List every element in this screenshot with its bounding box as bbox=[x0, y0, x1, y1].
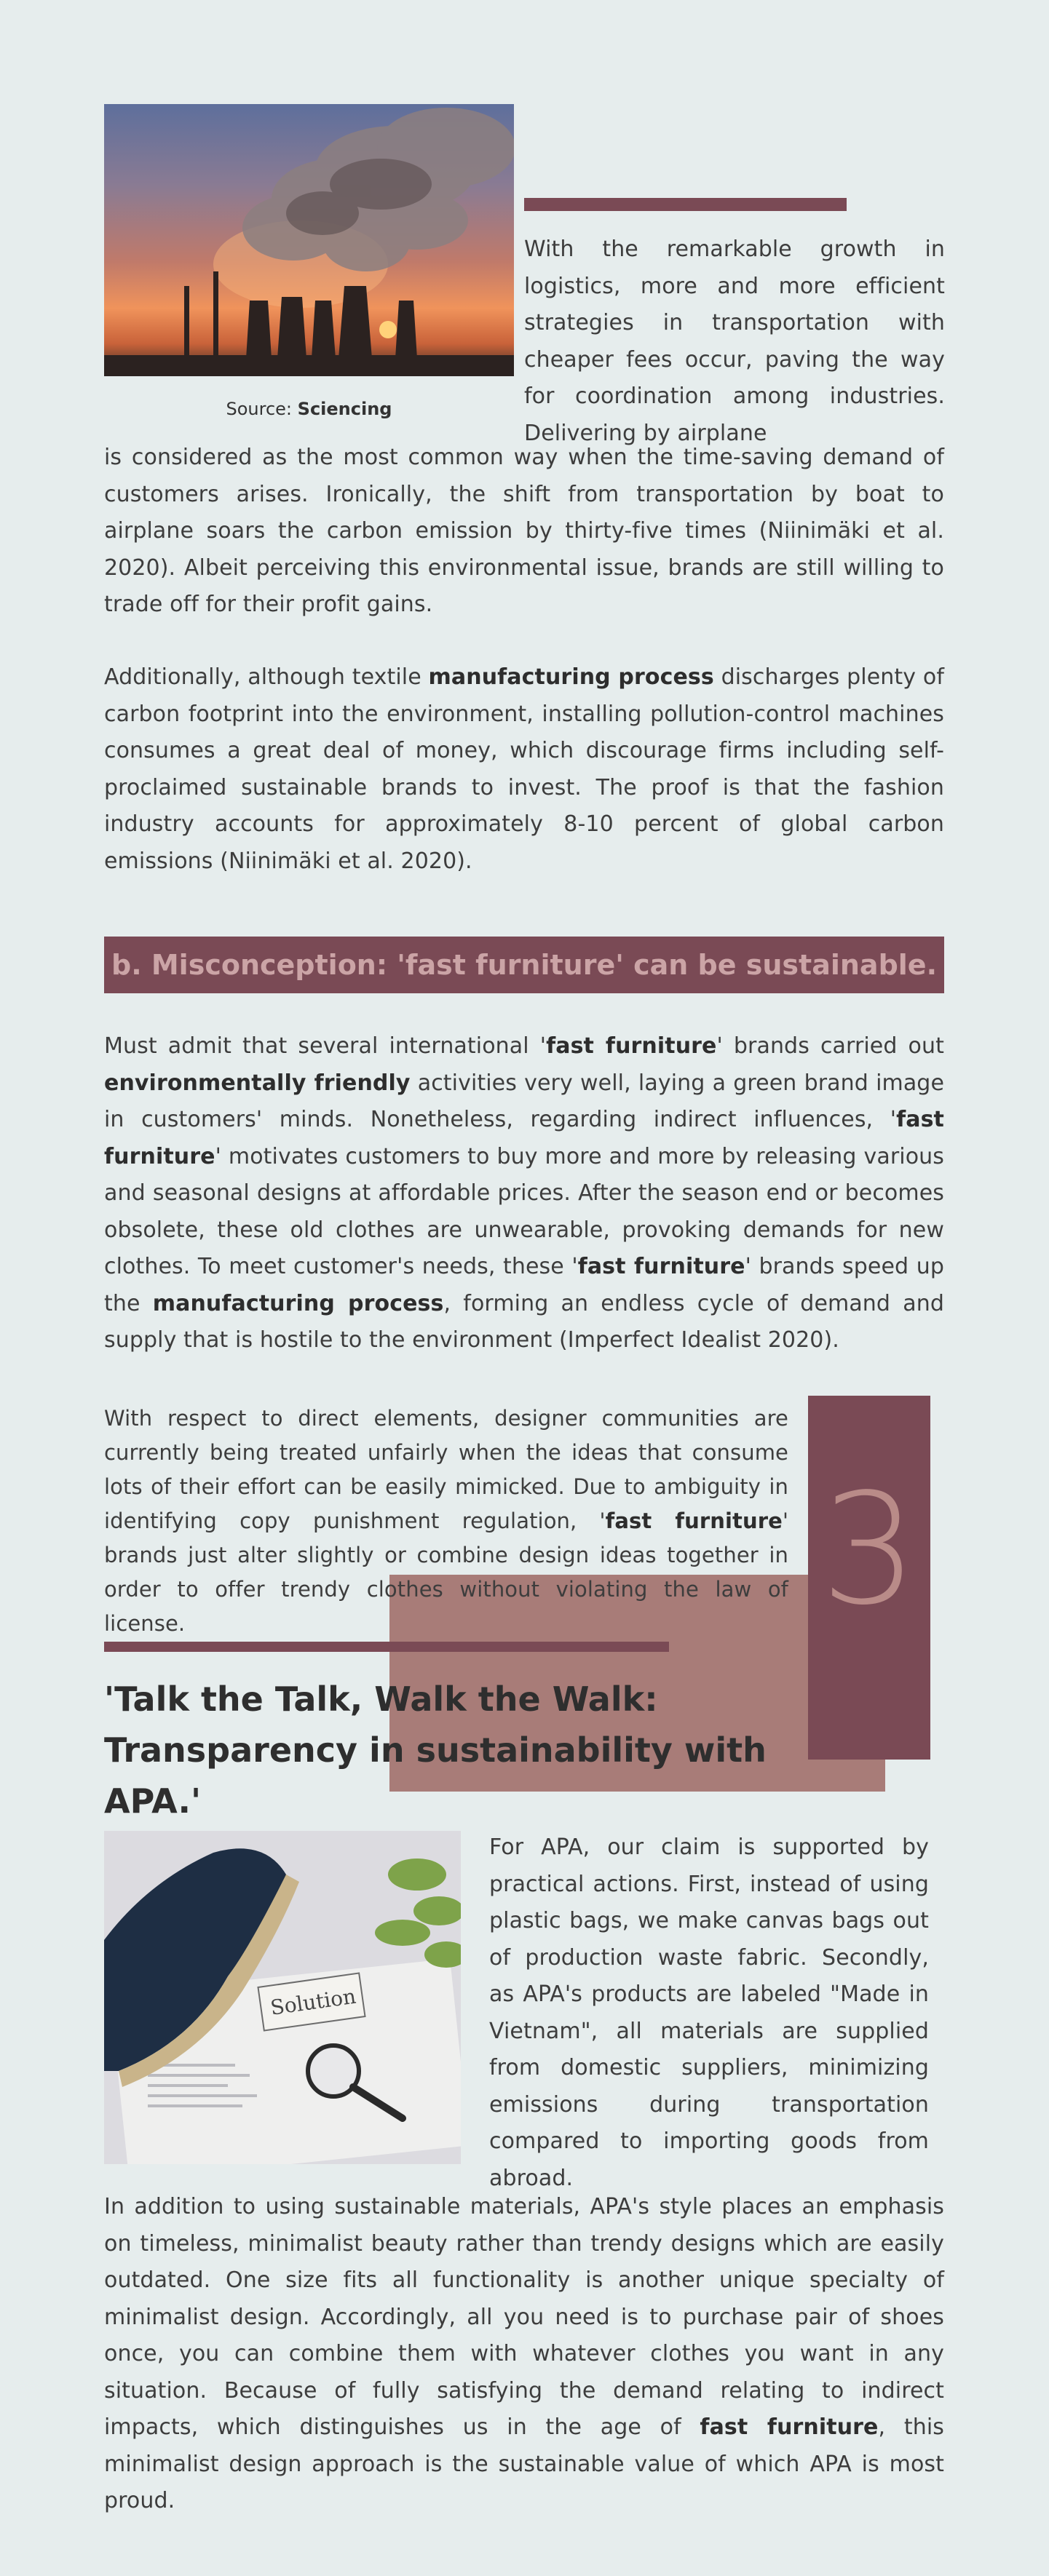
shoe-solution-photo bbox=[104, 1831, 461, 2164]
bold-run: fast furniture bbox=[605, 1508, 783, 1533]
section-3-number: 3 bbox=[820, 1460, 918, 1639]
misconception-paragraph bbox=[104, 1028, 944, 1359]
shoe-solution-illustration bbox=[104, 1831, 461, 2164]
photo-caption bbox=[104, 399, 514, 419]
bold-run: fast furniture bbox=[577, 1254, 745, 1279]
decorative-bar bbox=[104, 1642, 669, 1652]
text-run: discharges plenty of carbon footprint into the environment, installing pollution-control machines consumes a great deal of money, which discourage firms including self-proclaimed sustainable brands to invest. The proof is that the fashion industry accounts for approximately 8-10 percent of global carbon emissions (Niinimäki et al. 2020). bbox=[104, 664, 944, 874]
text-run: , forming an endless cycle of demand and supply that is hostile to the environment (Imperfect Idealist 2020). bbox=[104, 1290, 944, 1353]
bold-run: manufacturing process bbox=[152, 1290, 444, 1316]
bold-run: fast furniture bbox=[546, 1033, 717, 1059]
intro-right-paragraph: With the remarkable growth in logistics, more and more efficient strategies in transportation with cheaper fees occur, paving the way for coordination among industries. Delivering by airplane bbox=[524, 236, 945, 446]
text-run: Must admit that several international ' bbox=[104, 1033, 547, 1059]
bold-run: fast furniture bbox=[700, 2414, 879, 2440]
manufacturing-paragraph bbox=[104, 659, 944, 880]
talk-walk-title bbox=[104, 1674, 832, 1826]
designer-paragraph bbox=[104, 1402, 788, 1641]
text-run: activities very well, laying a green brand image in customers' minds. Nonetheless, regarding indirect influences, ' bbox=[104, 1070, 945, 1132]
apa-style-paragraph bbox=[104, 2189, 944, 2520]
text-run: , this minimalist design approach is the sustainable value of which APA is most proud. bbox=[104, 2414, 944, 2513]
text-run: ' brands carried out bbox=[716, 1033, 944, 1059]
caption-prefix: Source: bbox=[226, 399, 298, 419]
power-plant-photo bbox=[104, 104, 514, 376]
text-run: Additionally, although textile bbox=[104, 664, 429, 690]
section-b-heading: b. Misconception: 'fast furniture' can be sustainable. bbox=[104, 937, 944, 993]
text-run: ' brands speed up the bbox=[104, 1254, 944, 1316]
bold-run: fast furniture bbox=[104, 1107, 944, 1169]
text-run: In addition to using sustainable materials, APA's style places an emphasis on timeless, minimalist beauty rather than trendy designs which are easily outdated. One size fits all functionality is another unique specialty of minimalist design. Accordingly, all you need is to purchase pair of shoes once, you can combine them with whatever clothes you want in any situation. Because of fully satisfying the demand relating to indirect impacts, which distinguishes us in the age of bbox=[104, 2194, 944, 2440]
bold-run: manufacturing process bbox=[428, 664, 714, 690]
power-plant-illustration bbox=[104, 104, 514, 376]
text-run: ' brands just alter slightly or combine design ideas together in order to offer trendy clothes without violating the law of license. bbox=[104, 1508, 789, 1636]
bold-run: environmentally friendly bbox=[104, 1070, 411, 1096]
caption-source: Sciencing bbox=[297, 399, 392, 419]
decorative-bar bbox=[524, 198, 847, 211]
apa-claim-paragraph: For APA, our claim is supported by practical actions. First, instead of using plastic bags, we make canvas bags out of production waste fabric. Secondly, as APA's products are labeled "Made in Vietnam", all materials are supplied from domestic suppliers, minimizing emissions during transportation compared to importing goods from abroad. bbox=[489, 1834, 929, 2191]
text-run: With respect to direct elements, designer communities are currently being treated unfairly when the ideas that consume lots of their effort can be easily mimicked. Due to ambiguity in identifying copy punishment regulation, ' bbox=[104, 1406, 788, 1533]
intro-continuation-paragraph: is considered as the most common way when the time-saving demand of customers arises. Ironically, the shift from transportation by boat to airplane soars the carbon emission by thirty-five times (Niinimäki et al. 2020). Albeit perceiving this environmental issue, brands are still willing to trade off for their profit gains. bbox=[104, 445, 944, 617]
talk-title-line-1: 'Talk the Talk, Walk the Walk: bbox=[104, 1679, 658, 1719]
solution-label: Solution bbox=[269, 1984, 357, 2020]
talk-title-line-2: Transparency in sustainability with APA.' bbox=[104, 1730, 767, 1821]
text-run: ' motivates customers to buy more and more by releasing various and seasonal designs at affordable prices. After the season end or becomes obsolete, these old clothes are unwearable, provoking demands for new clothes. To meet customer's needs, these ' bbox=[104, 1143, 944, 1279]
